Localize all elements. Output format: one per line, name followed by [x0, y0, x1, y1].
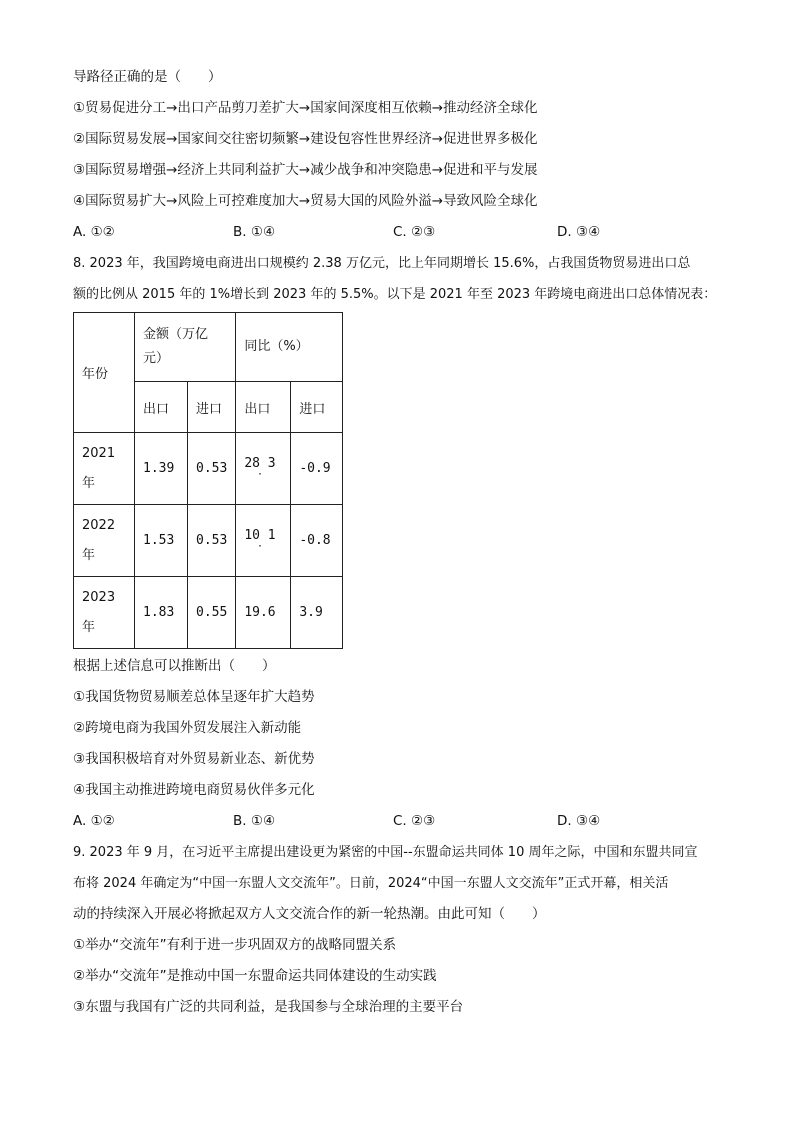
row-export-yoy-value: 10 1	[244, 528, 276, 543]
row-export-yoy-value: 28 3	[244, 456, 276, 471]
q9-item-2: ②举办“交流年”是推动中国一东盟命运共同体建设的生动实践	[73, 968, 437, 984]
q8-stem-line-2: 额的比例从 2015 年的 1%增长到 2023 年的 5.5%。以下是 2021 年至 2023 年跨境电商进出口总体情况表：	[73, 287, 717, 302]
q9-stem-line-1: 9. 2023 年 9 月，在习近平主席提出建设更为紧密的中国--东盟命运共同体 10 周年之际，中国和东盟共同宣	[73, 845, 698, 860]
q8-stem-line-1: 8. 2023 年，我国跨境电商进出口规模约 2.38 万亿元，比上年同期增长 15.6%，占我国货物贸易进出口总	[73, 256, 691, 271]
q7-item-1: ①贸易促进分工→出口产品剪刀差扩大→国家间深度相互依赖→推动经济全球化	[73, 100, 538, 116]
row-year-number: 2021	[82, 445, 116, 461]
q8-item-2: ②跨境电商为我国外贸发展注入新动能	[73, 720, 302, 736]
table-row	[74, 433, 343, 505]
row-year-number: 2022	[82, 517, 116, 533]
row-export-amount: 1.83	[135, 577, 188, 649]
table-subheader-yoy-import: 进口	[291, 382, 343, 433]
q8-option-b[interactable]: B. ①④	[233, 813, 276, 829]
table-row	[74, 577, 343, 649]
q9-item-1: ①举办“交流年”有利于进一步巩固双方的战略同盟关系	[73, 937, 397, 953]
table-header-year: 年份	[74, 313, 135, 433]
q8-option-c[interactable]: C. ②③	[393, 813, 436, 829]
row-year-unit: 年	[82, 547, 96, 563]
q7-item-2: ②国际贸易发展→国家间交往密切频繁→建设包容性世界经济→促进世界多极化	[73, 131, 538, 147]
q8-item-4: ④我国主动推进跨境电商贸易伙伴多元化	[73, 782, 315, 798]
row-year-number: 2023	[82, 589, 116, 605]
table-subheader-import: 进口	[188, 382, 236, 433]
q9-stem-line-3: 动的持续深入开展必将掀起双方人文交流合作的新一轮热潮。由此可知（ ）	[73, 906, 546, 922]
row-export-yoy: 10 1 ·	[236, 505, 291, 577]
q9-stem-line-2: 布将 2024 年确定为“中国一东盟人文交流年”。日前，2024“中国一东盟人文交流年”正式开幕，相关活	[73, 876, 669, 891]
q8-item-1: ①我国货物贸易顺差总体呈逐年扩大趋势	[73, 689, 315, 705]
q8-option-d[interactable]: D. ③④	[557, 813, 601, 829]
row-export-yoy: 19.6	[236, 577, 291, 649]
row-year-unit: 年	[82, 475, 96, 491]
q7-item-4: ④国际贸易扩大→风险上可控难度加大→贸易大国的风险外溢→导致风险全球化	[73, 193, 538, 209]
row-year	[74, 577, 135, 649]
q8-option-a[interactable]: A. ①②	[73, 813, 115, 829]
amount-header-text: 金额（万亿元）	[143, 327, 209, 366]
table-subheader-yoy-export: 出口	[236, 382, 291, 433]
q8-options	[73, 806, 733, 837]
q7-option-b[interactable]: B. ①④	[233, 224, 276, 240]
row-export-amount: 1.53	[135, 505, 188, 577]
q8-question: 根据上述信息可以推断出（ ）	[73, 658, 276, 674]
q7-stem: 导路径正确的是（ ）	[73, 69, 222, 85]
row-export-yoy: 28 3 ·	[236, 433, 291, 505]
row-import-yoy: -0.8	[291, 505, 343, 577]
row-import-amount: 0.55	[188, 577, 236, 649]
row-import-yoy: 3.9	[291, 577, 343, 649]
q7-option-c[interactable]: C. ②③	[393, 224, 436, 240]
q9-item-3: ③东盟与我国有广泛的共同利益，是我国参与全球治理的主要平台	[73, 999, 464, 1015]
row-import-amount: 0.53	[188, 505, 236, 577]
q7-option-d[interactable]: D. ③④	[557, 224, 601, 240]
q7-options	[73, 217, 733, 248]
table-row	[74, 505, 343, 577]
table-subheader-export: 出口	[135, 382, 188, 433]
q7-item-3: ③国际贸易增强→经济上共同利益扩大→减少战争和冲突隐患→促进和平与发展	[73, 162, 538, 178]
row-year-unit: 年	[82, 619, 96, 635]
cross-border-ecommerce-table	[73, 312, 343, 649]
row-year	[74, 433, 135, 505]
exam-page	[73, 62, 733, 1023]
row-import-amount: 0.53	[188, 433, 236, 505]
row-import-yoy: -0.9	[291, 433, 343, 505]
q7-option-a[interactable]: A. ①②	[73, 224, 115, 240]
table-header-yoy: 同比（%）	[236, 313, 343, 382]
table-header-amount	[135, 313, 236, 382]
q8-item-3: ③我国积极培育对外贸易新业态、新优势	[73, 751, 315, 767]
row-year	[74, 505, 135, 577]
row-export-amount: 1.39	[135, 433, 188, 505]
